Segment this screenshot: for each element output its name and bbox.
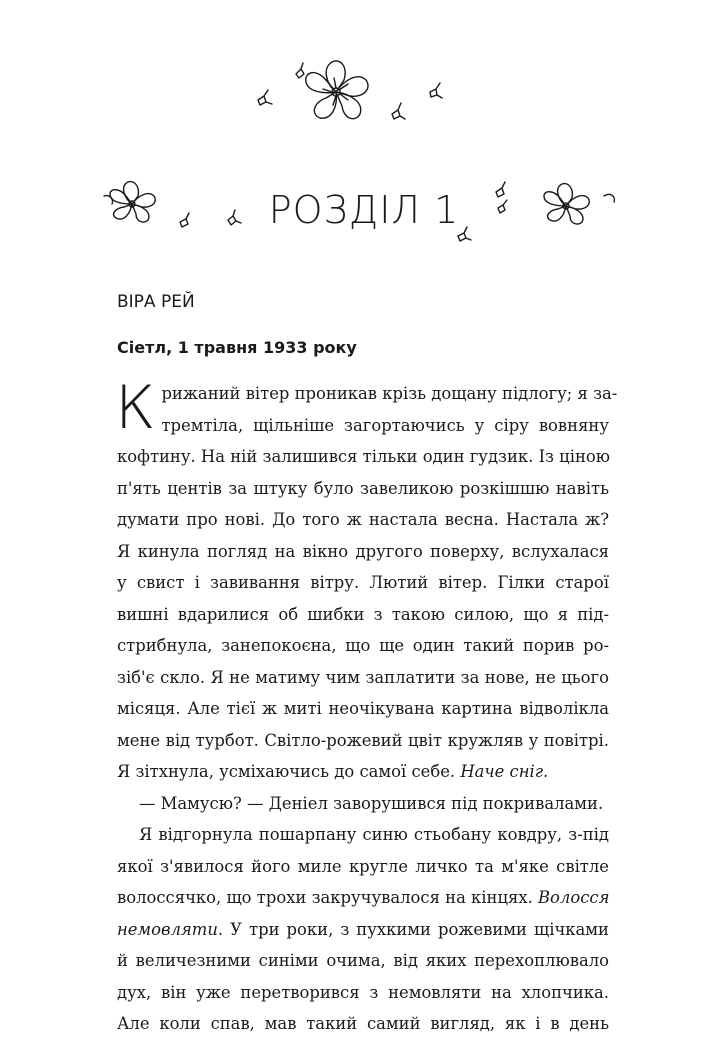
text-line: мене від турбот. Світло-рожевий цвіт кружляв у повітрі.: [117, 730, 609, 750]
narrator-heading: ВІРА РЕЙ: [117, 292, 195, 312]
text-line: Але коли спав, мав такий самий вигляд, як і в день: [117, 1014, 609, 1033]
text-line: кофтину. На ній залишився тільки один гудзик. Із ціною: [117, 447, 611, 466]
text-line: місяця. Але тієї ж миті неочікувана картина відволікла: [117, 699, 609, 718]
blossom-icon: [306, 61, 368, 119]
text-line: п'ять центів за штуку було завеликою розкішшю навіть: [117, 478, 609, 498]
dateline: Сіетл, 1 травня 1933 року: [117, 338, 357, 357]
chapter-title: РОЗДІЛ 1: [268, 188, 460, 232]
text-line: Я зітхнула, усміхаючись до самої себе. Наче сніг.: [117, 762, 549, 781]
dialogue-line: — Мамусю? — Деніел заворушився під покривалами.: [139, 793, 604, 813]
text-line: думати про нові. До того ж настала весна. Настала ж?: [117, 510, 609, 529]
text-line: волоссячко, що трохи закручувалося на кінцях. Волосся: [117, 888, 610, 907]
text-line: тремтіла, щільніше загортаючись у сіру вовняну: [161, 415, 609, 435]
bud-icon: [392, 103, 405, 119]
text-line: дух, він уже перетворився з немовляти на хлопчика.: [117, 982, 609, 1002]
text-line: Я відгорнула пошарпану синю стьобану ковдру, з-під: [139, 825, 609, 844]
text-line: й величезними синіми очима, від яких перехоплювало: [117, 951, 609, 970]
bud-icon: [258, 90, 272, 105]
text-line: Я кинула погляд на вікно другого поверху, вслухалася: [117, 541, 609, 561]
text-line: якої з'явилося його миле кругле личко та м'яке світле: [117, 856, 609, 876]
drop-cap: К: [115, 373, 156, 443]
body-text: [115, 373, 618, 1040]
italic-phrase: Наче сніг.: [460, 762, 549, 781]
text-line: у свист і завивання вітру. Лютий вітер. Гілки старої: [117, 573, 609, 592]
text-line: вишні вдарилися об шибки з такою силою, що я під-: [117, 604, 609, 624]
text-line: зіб'є скло. Я не матиму чим заплатити за нове, не цього: [117, 667, 609, 687]
bud-icon: [430, 83, 442, 98]
text-line: рижаний вітер проникав крізь дощану підлогу; я за-: [161, 384, 618, 403]
text-line: немовляти. У три роки, з пухкими рожевими щічками: [117, 919, 609, 939]
text-line: стрибнула, занепокоєна, що ще один такий порив ро-: [117, 636, 609, 655]
bud-icon: [296, 63, 304, 78]
italic-phrase: Волосся: [538, 888, 610, 907]
italic-phrase: немовляти: [117, 919, 218, 939]
